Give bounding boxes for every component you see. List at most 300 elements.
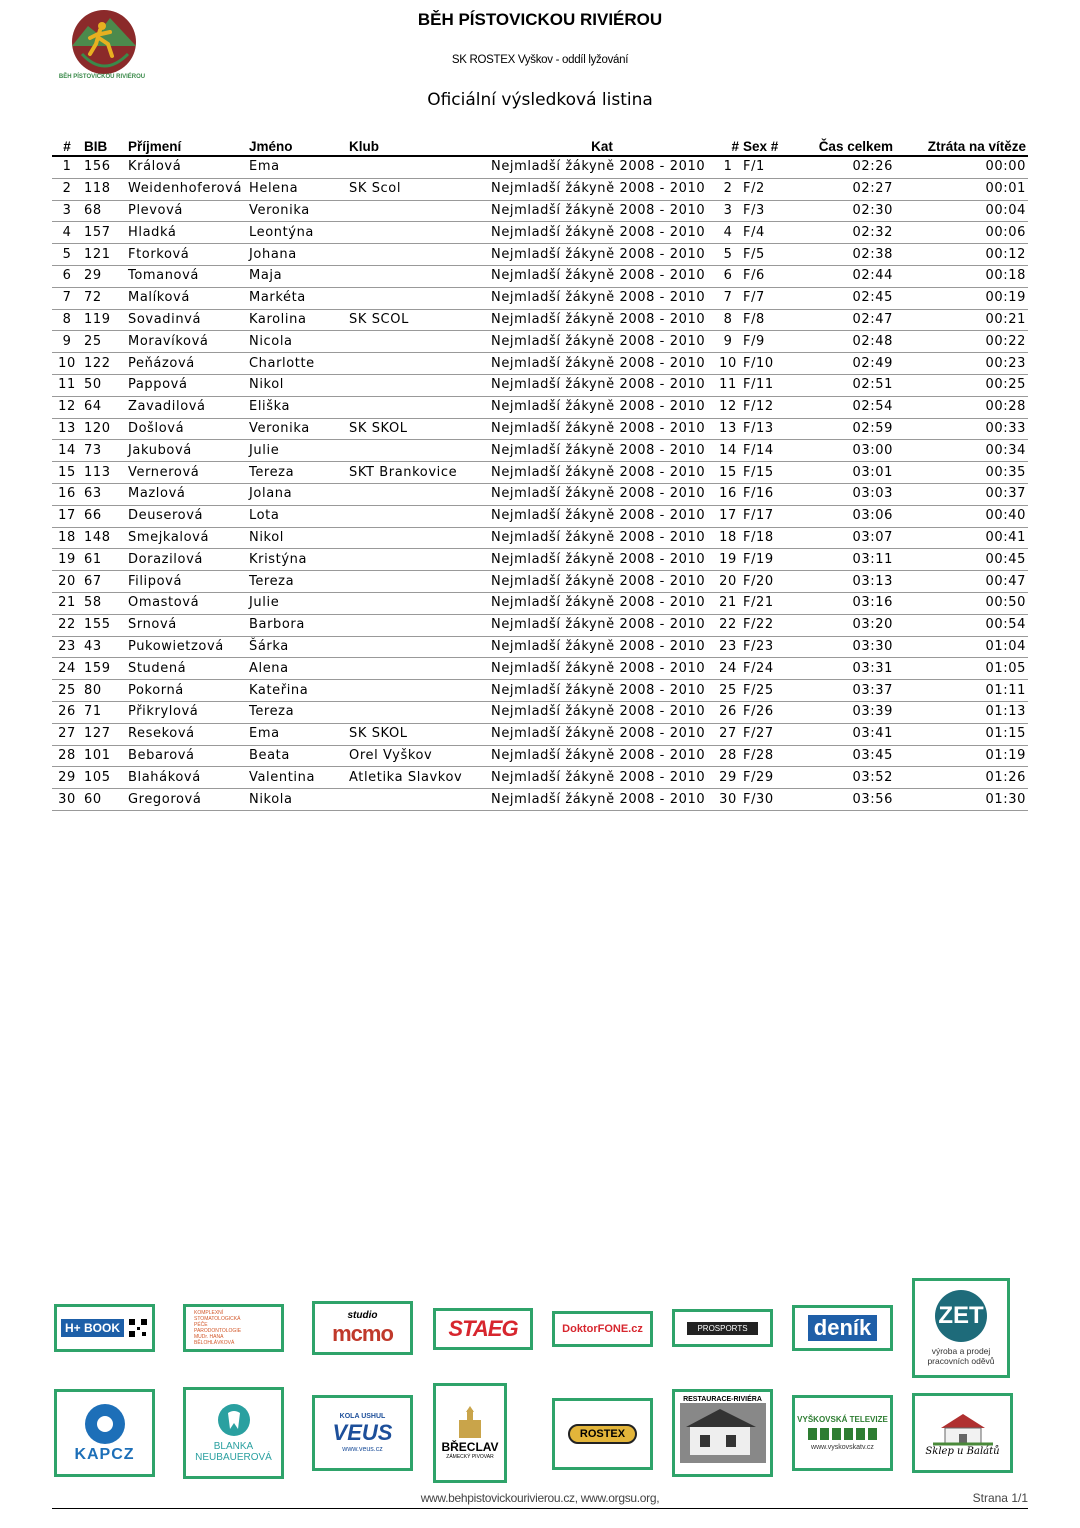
col-header-total-time: Čas celkem — [793, 137, 895, 156]
cell-time-behind: 01:30 — [895, 789, 1028, 811]
cell-firstname: Tereza — [247, 701, 347, 723]
cell-club — [347, 680, 489, 702]
cell-category: Nejmladší žákyně 2008 - 2010 — [489, 614, 715, 636]
cell-total-time: 03:39 — [793, 701, 895, 723]
cell-firstname: Alena — [247, 658, 347, 680]
cell-time-behind: 00:34 — [895, 440, 1028, 462]
cell-time-behind: 00:22 — [895, 331, 1028, 353]
cell-firstname: Charlotte — [247, 353, 347, 375]
cell-sex-rank: F/3 — [741, 200, 793, 222]
cell-club — [347, 658, 489, 680]
cell-firstname: Veronika — [247, 418, 347, 440]
cell-firstname: Nikol — [247, 374, 347, 396]
cell-firstname: Tereza — [247, 571, 347, 593]
cell-firstname: Maja — [247, 265, 347, 287]
table-row — [52, 614, 1028, 636]
col-header-surname: Příjmení — [126, 137, 247, 156]
cell-surname: Moravíková — [126, 331, 247, 353]
sponsor-veus — [312, 1395, 413, 1471]
cell-category: Nejmladší žákyně 2008 - 2010 — [489, 723, 715, 745]
cell-cat-rank: 7 — [715, 287, 741, 309]
cell-total-time: 02:30 — [793, 200, 895, 222]
sponsor-rostex — [552, 1398, 653, 1470]
table-row — [52, 636, 1028, 658]
cell-club: SK Scol — [347, 178, 489, 200]
cell-surname: Králová — [126, 156, 247, 178]
cell-total-time: 03:30 — [793, 636, 895, 658]
cell-time-behind: 00:12 — [895, 244, 1028, 266]
cell-category: Nejmladší žákyně 2008 - 2010 — [489, 222, 715, 244]
kapcz-drop-icon — [80, 1402, 130, 1446]
sponsor-zet — [912, 1278, 1010, 1378]
cell-sex-rank: F/9 — [741, 331, 793, 353]
cell-rank: 13 — [52, 418, 82, 440]
cell-total-time: 03:03 — [793, 483, 895, 505]
cell-cat-rank: 3 — [715, 200, 741, 222]
cell-rank: 30 — [52, 789, 82, 811]
cell-sex-rank: F/11 — [741, 374, 793, 396]
cell-club — [347, 592, 489, 614]
cell-category: Nejmladší žákyně 2008 - 2010 — [489, 767, 715, 789]
cell-category: Nejmladší žákyně 2008 - 2010 — [489, 462, 715, 484]
prosports-logo: PROSPORTS — [687, 1322, 757, 1335]
cell-sex-rank: F/7 — [741, 287, 793, 309]
cell-time-behind: 00:04 — [895, 200, 1028, 222]
cell-bib: 101 — [82, 745, 126, 767]
sponsor-dental — [183, 1304, 284, 1352]
cell-club — [347, 701, 489, 723]
cell-firstname: Markéta — [247, 287, 347, 309]
cell-sex-rank: F/6 — [741, 265, 793, 287]
cell-sex-rank: F/20 — [741, 571, 793, 593]
cell-time-behind: 00:41 — [895, 527, 1028, 549]
cell-club — [347, 265, 489, 287]
sponsor-prosports — [672, 1309, 773, 1347]
cell-bib: 159 — [82, 658, 126, 680]
cell-club — [347, 353, 489, 375]
table-row — [52, 462, 1028, 484]
cell-time-behind: 00:33 — [895, 418, 1028, 440]
sponsor-sklep-u-balatu — [912, 1393, 1013, 1473]
cell-surname: Zavadilová — [126, 396, 247, 418]
cell-cat-rank: 24 — [715, 658, 741, 680]
page-number: Strana 1/1 — [972, 1491, 1028, 1505]
cell-time-behind: 01:13 — [895, 701, 1028, 723]
footer-divider — [52, 1508, 1028, 1509]
cell-firstname: Julie — [247, 440, 347, 462]
cell-time-behind: 01:26 — [895, 767, 1028, 789]
sponsor-kapcz — [54, 1389, 155, 1477]
cell-cat-rank: 10 — [715, 353, 741, 375]
cell-surname: Srnová — [126, 614, 247, 636]
cell-surname: Ftorková — [126, 244, 247, 266]
cell-total-time: 03:06 — [793, 505, 895, 527]
cell-firstname: Tereza — [247, 462, 347, 484]
col-header-firstname: Jméno — [247, 137, 347, 156]
cell-category: Nejmladší žákyně 2008 - 2010 — [489, 549, 715, 571]
cell-category: Nejmladší žákyně 2008 - 2010 — [489, 636, 715, 658]
cell-total-time: 02:49 — [793, 353, 895, 375]
cell-rank: 20 — [52, 571, 82, 593]
sponsor-staeg — [433, 1308, 533, 1350]
vtv-text: VYŠKOVSKÁ TELEVIZE — [797, 1415, 888, 1424]
cell-club: SK SKOL — [347, 723, 489, 745]
cell-bib: 157 — [82, 222, 126, 244]
cell-club — [347, 331, 489, 353]
cell-club — [347, 156, 489, 178]
cell-surname: Přikrylová — [126, 701, 247, 723]
cell-bib: 66 — [82, 505, 126, 527]
cell-time-behind: 00:50 — [895, 592, 1028, 614]
cell-rank: 23 — [52, 636, 82, 658]
sponsor-studio-mcmo — [312, 1301, 413, 1355]
cell-bib: 105 — [82, 767, 126, 789]
cell-total-time: 02:59 — [793, 418, 895, 440]
hbook-logo: H+ BOOK — [61, 1319, 124, 1337]
veus-logo: VEUS — [332, 1420, 393, 1445]
cell-category: Nejmladší žákyně 2008 - 2010 — [489, 374, 715, 396]
cell-cat-rank: 14 — [715, 440, 741, 462]
table-row — [52, 549, 1028, 571]
sponsor-hbook — [54, 1304, 155, 1352]
sponsor-doktorfone — [552, 1311, 653, 1347]
cell-sex-rank: F/1 — [741, 156, 793, 178]
col-header-sex-rank: Sex # — [741, 137, 793, 156]
castle-icon — [455, 1406, 485, 1440]
cell-club — [347, 614, 489, 636]
cell-surname: Weidenhoferová — [126, 178, 247, 200]
cell-surname: Jakubová — [126, 440, 247, 462]
table-row — [52, 331, 1028, 353]
cell-rank: 1 — [52, 156, 82, 178]
cell-club — [347, 396, 489, 418]
document-title: Oficiální výsledková listina — [427, 90, 653, 110]
cell-rank: 15 — [52, 462, 82, 484]
cell-bib: 67 — [82, 571, 126, 593]
kapcz-logo: KAPCZ — [74, 1446, 135, 1463]
cell-club — [347, 222, 489, 244]
cell-total-time: 02:47 — [793, 309, 895, 331]
cell-time-behind: 00:40 — [895, 505, 1028, 527]
cell-category: Nejmladší žákyně 2008 - 2010 — [489, 156, 715, 178]
cell-time-behind: 01:19 — [895, 745, 1028, 767]
table-row — [52, 658, 1028, 680]
mcmo-top: studio — [347, 1309, 378, 1321]
cell-sex-rank: F/2 — [741, 178, 793, 200]
cell-rank: 22 — [52, 614, 82, 636]
cell-rank: 17 — [52, 505, 82, 527]
cell-category: Nejmladší žákyně 2008 - 2010 — [489, 331, 715, 353]
cell-bib: 50 — [82, 374, 126, 396]
cell-firstname: Helena — [247, 178, 347, 200]
cell-time-behind: 01:05 — [895, 658, 1028, 680]
cell-sex-rank: F/16 — [741, 483, 793, 505]
cell-rank: 11 — [52, 374, 82, 396]
cell-sex-rank: F/12 — [741, 396, 793, 418]
cell-bib: 72 — [82, 287, 126, 309]
cell-rank: 19 — [52, 549, 82, 571]
table-row — [52, 309, 1028, 331]
cell-category: Nejmladší žákyně 2008 - 2010 — [489, 789, 715, 811]
cell-cat-rank: 12 — [715, 396, 741, 418]
table-row — [52, 418, 1028, 440]
cell-rank: 14 — [52, 440, 82, 462]
cell-bib: 64 — [82, 396, 126, 418]
cell-firstname: Veronika — [247, 200, 347, 222]
cell-firstname: Šárka — [247, 636, 347, 658]
cell-sex-rank: F/19 — [741, 549, 793, 571]
cell-rank: 2 — [52, 178, 82, 200]
cell-total-time: 02:26 — [793, 156, 895, 178]
cell-total-time: 03:37 — [793, 680, 895, 702]
table-row — [52, 222, 1028, 244]
cell-category: Nejmladší žákyně 2008 - 2010 — [489, 244, 715, 266]
cell-time-behind: 00:21 — [895, 309, 1028, 331]
cell-cat-rank: 15 — [715, 462, 741, 484]
cell-category: Nejmladší žákyně 2008 - 2010 — [489, 745, 715, 767]
cell-rank: 16 — [52, 483, 82, 505]
cell-total-time: 03:31 — [793, 658, 895, 680]
cell-surname: Malíková — [126, 287, 247, 309]
cell-time-behind: 00:18 — [895, 265, 1028, 287]
table-row — [52, 396, 1028, 418]
cell-total-time: 02:48 — [793, 331, 895, 353]
cell-time-behind: 00:01 — [895, 178, 1028, 200]
cell-rank: 4 — [52, 222, 82, 244]
sponsor-restaurace-riviera — [672, 1389, 773, 1477]
cell-cat-rank: 17 — [715, 505, 741, 527]
cell-rank: 18 — [52, 527, 82, 549]
cell-surname: Reseková — [126, 723, 247, 745]
table-row — [52, 767, 1028, 789]
cell-category: Nejmladší žákyně 2008 - 2010 — [489, 440, 715, 462]
cell-sex-rank: F/23 — [741, 636, 793, 658]
cell-bib: 122 — [82, 353, 126, 375]
cell-club — [347, 244, 489, 266]
cell-sex-rank: F/27 — [741, 723, 793, 745]
cell-cat-rank: 21 — [715, 592, 741, 614]
cell-surname: Hladká — [126, 222, 247, 244]
cell-surname: Deuserová — [126, 505, 247, 527]
cell-category: Nejmladší žákyně 2008 - 2010 — [489, 287, 715, 309]
cell-cat-rank: 11 — [715, 374, 741, 396]
cell-firstname: Nikola — [247, 789, 347, 811]
cell-bib: 73 — [82, 440, 126, 462]
cell-total-time: 03:13 — [793, 571, 895, 593]
cell-club: Atletika Slavkov — [347, 767, 489, 789]
rostex-logo: ROSTEX — [568, 1424, 637, 1444]
cell-surname: Došlová — [126, 418, 247, 440]
cell-surname: Filipová — [126, 571, 247, 593]
cell-category: Nejmladší žákyně 2008 - 2010 — [489, 680, 715, 702]
cell-club — [347, 505, 489, 527]
cell-sex-rank: F/30 — [741, 789, 793, 811]
cell-cat-rank: 9 — [715, 331, 741, 353]
sponsor-neubauerova — [183, 1387, 284, 1479]
cell-rank: 26 — [52, 701, 82, 723]
cell-sex-rank: F/17 — [741, 505, 793, 527]
cell-bib: 121 — [82, 244, 126, 266]
cell-bib: 127 — [82, 723, 126, 745]
cell-cat-rank: 29 — [715, 767, 741, 789]
cell-firstname: Beata — [247, 745, 347, 767]
staeg-logo: STAEG — [448, 1316, 518, 1341]
cell-surname: Pokorná — [126, 680, 247, 702]
cell-total-time: 03:52 — [793, 767, 895, 789]
cell-rank: 3 — [52, 200, 82, 222]
cell-sex-rank: F/21 — [741, 592, 793, 614]
cell-surname: Smejkalová — [126, 527, 247, 549]
table-row — [52, 789, 1028, 811]
cell-surname: Dorazilová — [126, 549, 247, 571]
cell-club: Orel Vyškov — [347, 745, 489, 767]
table-row — [52, 156, 1028, 178]
cell-bib: 118 — [82, 178, 126, 200]
cell-cat-rank: 18 — [715, 527, 741, 549]
cell-rank: 28 — [52, 745, 82, 767]
cell-cat-rank: 23 — [715, 636, 741, 658]
cell-sex-rank: F/26 — [741, 701, 793, 723]
cell-sex-rank: F/28 — [741, 745, 793, 767]
cell-rank: 12 — [52, 396, 82, 418]
cell-time-behind: 00:45 — [895, 549, 1028, 571]
cell-category: Nejmladší žákyně 2008 - 2010 — [489, 418, 715, 440]
col-header-category: Kat — [489, 137, 715, 156]
cell-rank: 8 — [52, 309, 82, 331]
col-header-cat-rank: # — [715, 137, 741, 156]
neubauerova-text: BLANKA NEUBAUEROVÁ — [195, 1441, 272, 1463]
cell-total-time: 02:54 — [793, 396, 895, 418]
table-row — [52, 200, 1028, 222]
table-row — [52, 592, 1028, 614]
cell-total-time: 03:41 — [793, 723, 895, 745]
table-row — [52, 265, 1028, 287]
cell-time-behind: 00:25 — [895, 374, 1028, 396]
col-header-rank: # — [52, 137, 82, 156]
cell-category: Nejmladší žákyně 2008 - 2010 — [489, 701, 715, 723]
sponsor-denik — [792, 1305, 893, 1351]
cell-category: Nejmladší žákyně 2008 - 2010 — [489, 592, 715, 614]
cell-rank: 24 — [52, 658, 82, 680]
cell-club — [347, 200, 489, 222]
sponsor-vyskovska-televize — [792, 1395, 893, 1471]
cell-rank: 27 — [52, 723, 82, 745]
cell-total-time: 03:01 — [793, 462, 895, 484]
cell-firstname: Nicola — [247, 331, 347, 353]
cell-club — [347, 440, 489, 462]
cell-sex-rank: F/14 — [741, 440, 793, 462]
cell-total-time: 03:11 — [793, 549, 895, 571]
cell-bib: 60 — [82, 789, 126, 811]
table-row — [52, 680, 1028, 702]
cell-rank: 25 — [52, 680, 82, 702]
cell-bib: 43 — [82, 636, 126, 658]
table-row — [52, 287, 1028, 309]
cell-surname: Mazlová — [126, 483, 247, 505]
dental-text: KOMPLEXNÍ STOMATOLOGICKÁ PÉČE PARODONTOLOGIE MUDr. HANA BĚLOHLÁVKOVÁ — [194, 1310, 242, 1346]
cell-cat-rank: 1 — [715, 156, 741, 178]
cell-time-behind: 00:54 — [895, 614, 1028, 636]
denik-logo: deník — [808, 1315, 877, 1341]
breclav-logo: BŘECLAV — [441, 1440, 499, 1454]
cell-time-behind: 00:19 — [895, 287, 1028, 309]
qr-code-icon — [128, 1318, 148, 1338]
veus-top: KOLA USHUL — [339, 1413, 386, 1420]
cell-rank: 21 — [52, 592, 82, 614]
cell-cat-rank: 16 — [715, 483, 741, 505]
cell-bib: 61 — [82, 549, 126, 571]
cell-total-time: 02:27 — [793, 178, 895, 200]
cell-club — [347, 483, 489, 505]
col-header-club: Klub — [347, 137, 489, 156]
table-row — [52, 701, 1028, 723]
table-header-row — [52, 137, 1028, 156]
cell-bib: 58 — [82, 592, 126, 614]
cell-sex-rank: F/10 — [741, 353, 793, 375]
cell-category: Nejmladší žákyně 2008 - 2010 — [489, 178, 715, 200]
cell-firstname: Ema — [247, 156, 347, 178]
sklep-text: Sklep u Balátů — [925, 1445, 1000, 1457]
cell-sex-rank: F/4 — [741, 222, 793, 244]
cell-bib: 113 — [82, 462, 126, 484]
cell-firstname: Kristýna — [247, 549, 347, 571]
table-row — [52, 571, 1028, 593]
cell-surname: Studená — [126, 658, 247, 680]
cell-bib: 119 — [82, 309, 126, 331]
cell-cat-rank: 6 — [715, 265, 741, 287]
cell-bib: 29 — [82, 265, 126, 287]
cell-cat-rank: 22 — [715, 614, 741, 636]
cell-total-time: 03:56 — [793, 789, 895, 811]
cell-rank: 9 — [52, 331, 82, 353]
cell-club — [347, 636, 489, 658]
table-row — [52, 244, 1028, 266]
mcmo-logo: mcmo — [332, 1320, 393, 1346]
cell-rank: 29 — [52, 767, 82, 789]
cell-surname: Omastová — [126, 592, 247, 614]
cell-time-behind: 00:28 — [895, 396, 1028, 418]
results-table — [52, 137, 1028, 811]
cell-bib: 148 — [82, 527, 126, 549]
cell-category: Nejmladší žákyně 2008 - 2010 — [489, 265, 715, 287]
cell-sex-rank: F/24 — [741, 658, 793, 680]
cell-firstname: Ema — [247, 723, 347, 745]
cell-surname: Plevová — [126, 200, 247, 222]
cell-total-time: 03:00 — [793, 440, 895, 462]
cell-bib: 155 — [82, 614, 126, 636]
zet-caption: výroba a prodej pracovních oděvů — [927, 1346, 995, 1366]
cell-sex-rank: F/5 — [741, 244, 793, 266]
cell-category: Nejmladší žákyně 2008 - 2010 — [489, 309, 715, 331]
cell-sex-rank: F/25 — [741, 680, 793, 702]
sponsor-breclav — [433, 1383, 507, 1483]
table-row — [52, 178, 1028, 200]
cell-time-behind: 00:47 — [895, 571, 1028, 593]
cell-surname: Peňázová — [126, 353, 247, 375]
cell-total-time: 03:16 — [793, 592, 895, 614]
cell-total-time: 02:32 — [793, 222, 895, 244]
cell-firstname: Karolina — [247, 309, 347, 331]
cell-club — [347, 374, 489, 396]
cell-total-time: 03:07 — [793, 527, 895, 549]
table-row — [52, 505, 1028, 527]
table-row — [52, 745, 1028, 767]
table-row — [52, 353, 1028, 375]
cell-firstname: Barbora — [247, 614, 347, 636]
cell-firstname: Julie — [247, 592, 347, 614]
restaurace-text: RESTAURACE-RIVIÉRA — [683, 1396, 762, 1403]
doktorfone-logo: DoktorFONE.cz — [562, 1323, 643, 1335]
